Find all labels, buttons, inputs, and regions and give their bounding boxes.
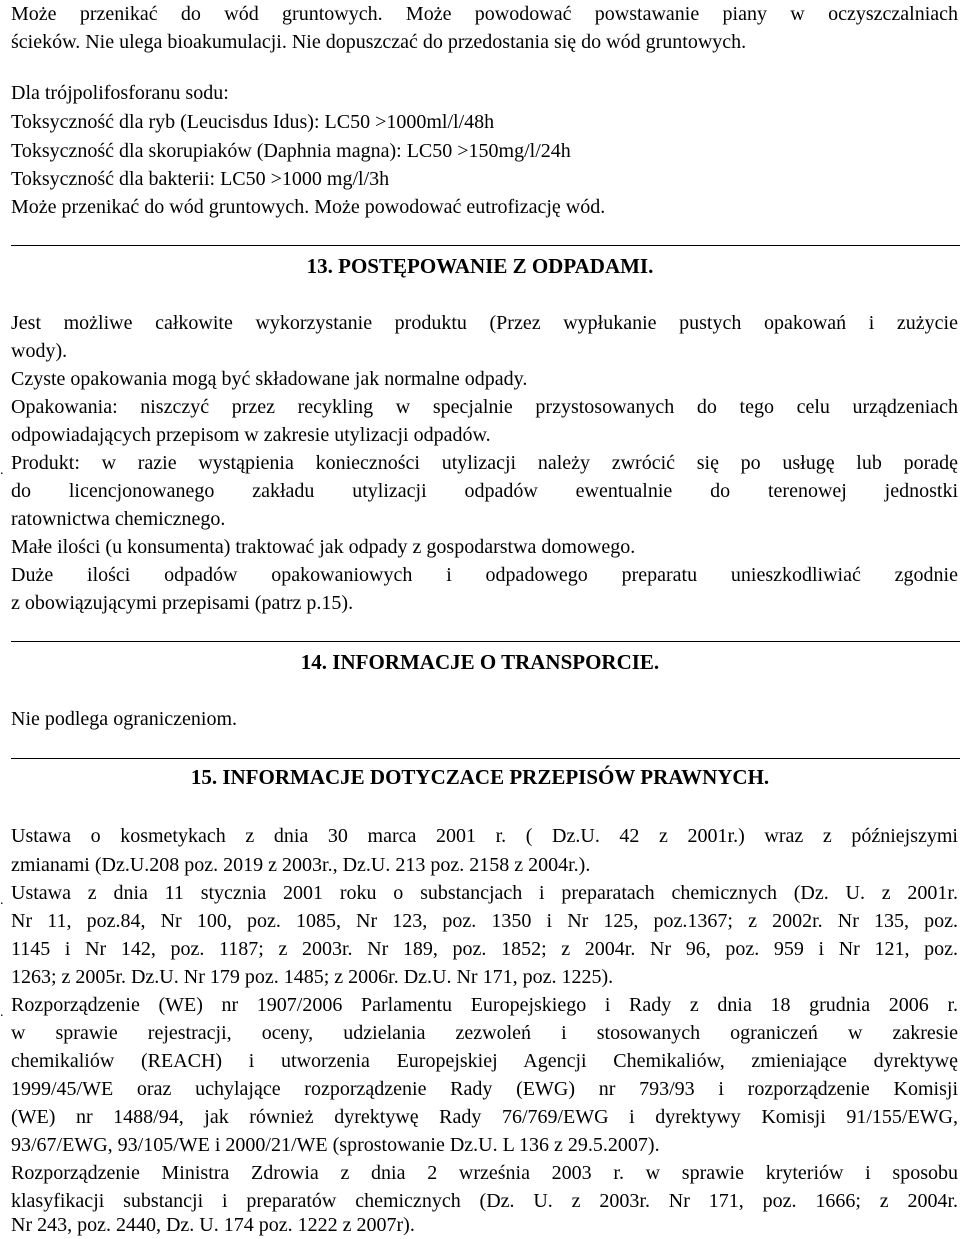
text-line: 1999/45/WE oraz uchylające rozporządzenie Rady (EWG) nr 793/93 i rozporządzenie Komisji bbox=[11, 1078, 958, 1100]
text-line: (WE) nr 1488/94, jak również dyrektywę Rady 76/769/EWG i dyrektywy Komisji 91/155/EWG, bbox=[11, 1106, 958, 1128]
text-line: Może przenikać do wód gruntowych. Może powodować eutrofizację wód. bbox=[11, 196, 606, 218]
text-line: Rozporządzenie Ministra Zdrowia z dnia 2 września 2003 r. w sprawie kryteriów i sposobu bbox=[11, 1162, 958, 1184]
section-heading-14: 14. INFORMACJE O TRANSPORCIE. bbox=[300, 650, 660, 674]
text-line: Ustawa z dnia 11 stycznia 2001 roku o substancjach i preparatach chemicznych (Dz. U. z 2001r. bbox=[11, 882, 958, 904]
text-line: 1145 i Nr 142, poz. 1187; z 2003r. Nr 189, poz. 1852; z 2004r. Nr 96, poz. 959 i Nr 121, poz. bbox=[11, 938, 958, 960]
text-line: Toksyczność dla bakterii: LC50 >1000 mg/l/3h bbox=[11, 168, 390, 190]
text-line: z obowiązującymi przepisami (patrz p.15). bbox=[11, 592, 354, 614]
text-line: Duże ilości odpadów opakowaniowych i odpadowego preparatu unieszkodliwiać zgodnie bbox=[11, 564, 958, 586]
text-line: Dla trójpolifosforanu sodu: bbox=[11, 82, 229, 104]
section-divider bbox=[11, 758, 960, 759]
text-line: klasyfikacji substancji i preparatów chemicznych (Dz. U. z 2003r. Nr 171, poz. 1666; z 2004r. bbox=[11, 1190, 958, 1212]
text-line: Jest możliwe całkowite wykorzystanie produktu (Przez wypłukanie pustych opakowań i zużycie bbox=[11, 312, 958, 334]
text-line: zmianami (Dz.U.208 poz. 2019 z 2003r., Dz.U. 213 poz. 2158 z 2004r.). bbox=[11, 854, 591, 876]
text-line: wody). bbox=[11, 340, 68, 362]
text-line: Nr 243, poz. 2440, Dz. U. 174 poz. 1222 z 2007r). bbox=[11, 1214, 415, 1236]
text-line: Małe ilości (u konsumenta) traktować jak odpady z gospodarstwa domowego. bbox=[11, 536, 636, 558]
text-line: Rozporządzenie (WE) nr 1907/2006 Parlamentu Europejskiego i Rady z dnia 18 grudnia 2006 r. bbox=[11, 994, 958, 1016]
text-line: do licencjonowanego zakładu utylizacji odpadów ewentualnie do terenowej jednostki bbox=[11, 480, 958, 502]
text-line: Opakowania: niszczyć przez recykling w specjalnie przystosowanych do tego celu urządzeniach bbox=[11, 396, 958, 418]
text-line: Ustawa o kosmetykach z dnia 30 marca 2001 r. ( Dz.U. 42 z 2001r.) wraz z późniejszymi bbox=[11, 825, 958, 847]
section-heading-15: 15. INFORMACJE DOTYCZACE PRZEPISÓW PRAWNYCH. bbox=[190, 765, 770, 789]
text-line: 93/67/EWG, 93/105/WE i 2000/21/WE (sprostowanie Dz.U. L 136 z 29.5.2007). bbox=[11, 1134, 660, 1156]
text-line: ścieków. Nie ulega bioakumulacji. Nie dopuszczać do przedostania się do wód gruntowych. bbox=[11, 31, 747, 53]
text-line: Toksyczność dla ryb (Leucisdus Idus): LC50 >1000ml/l/48h bbox=[11, 111, 495, 133]
text-line: odpowiadających przepisom w zakresie utylizacji odpadów. bbox=[11, 424, 491, 446]
text-line: Może przenikać do wód gruntowych. Może powodować powstawanie piany w oczyszczalniach bbox=[11, 3, 958, 25]
text-line: Nr 11, poz.84, Nr 100, poz. 1085, Nr 123, poz. 1350 i Nr 125, poz.1367; z 2002r. Nr 135, poz. bbox=[11, 910, 958, 932]
bullet-mark: . bbox=[0, 1005, 4, 1020]
text-line: w sprawie rejestracji, oceny, udzielania zezwoleń i stosowanych ograniczeń w zakresie bbox=[11, 1022, 958, 1044]
text-line: 1263; z 2005r. Dz.U. Nr 179 poz. 1485; z 2006r. Dz.U. Nr 171, poz. 1225). bbox=[11, 966, 614, 988]
text-line: Produkt: w razie wystąpienia konieczności utylizacji należy zwrócić się po usługę lub poradę bbox=[11, 452, 958, 474]
text-line: ratownictwa chemicznego. bbox=[11, 508, 226, 530]
text-line: Toksyczność dla skorupiaków (Daphnia magna): LC50 >150mg/l/24h bbox=[11, 140, 571, 162]
text-line: Czyste opakowania mogą być składowane jak normalne odpady. bbox=[11, 368, 528, 390]
bullet-mark: . bbox=[0, 463, 4, 478]
section-divider bbox=[11, 245, 960, 246]
text-line: Nie podlega ograniczeniom. bbox=[11, 708, 238, 730]
bullet-mark: . bbox=[0, 893, 4, 908]
text-line: chemikaliów (REACH) i utworzenia Europejskiej Agencji Chemikaliów, zmieniające dyrektywę bbox=[11, 1050, 958, 1072]
section-divider bbox=[11, 641, 960, 642]
section-heading-13: 13. POSTĘPOWANIE Z ODPADAMI. bbox=[306, 254, 654, 278]
